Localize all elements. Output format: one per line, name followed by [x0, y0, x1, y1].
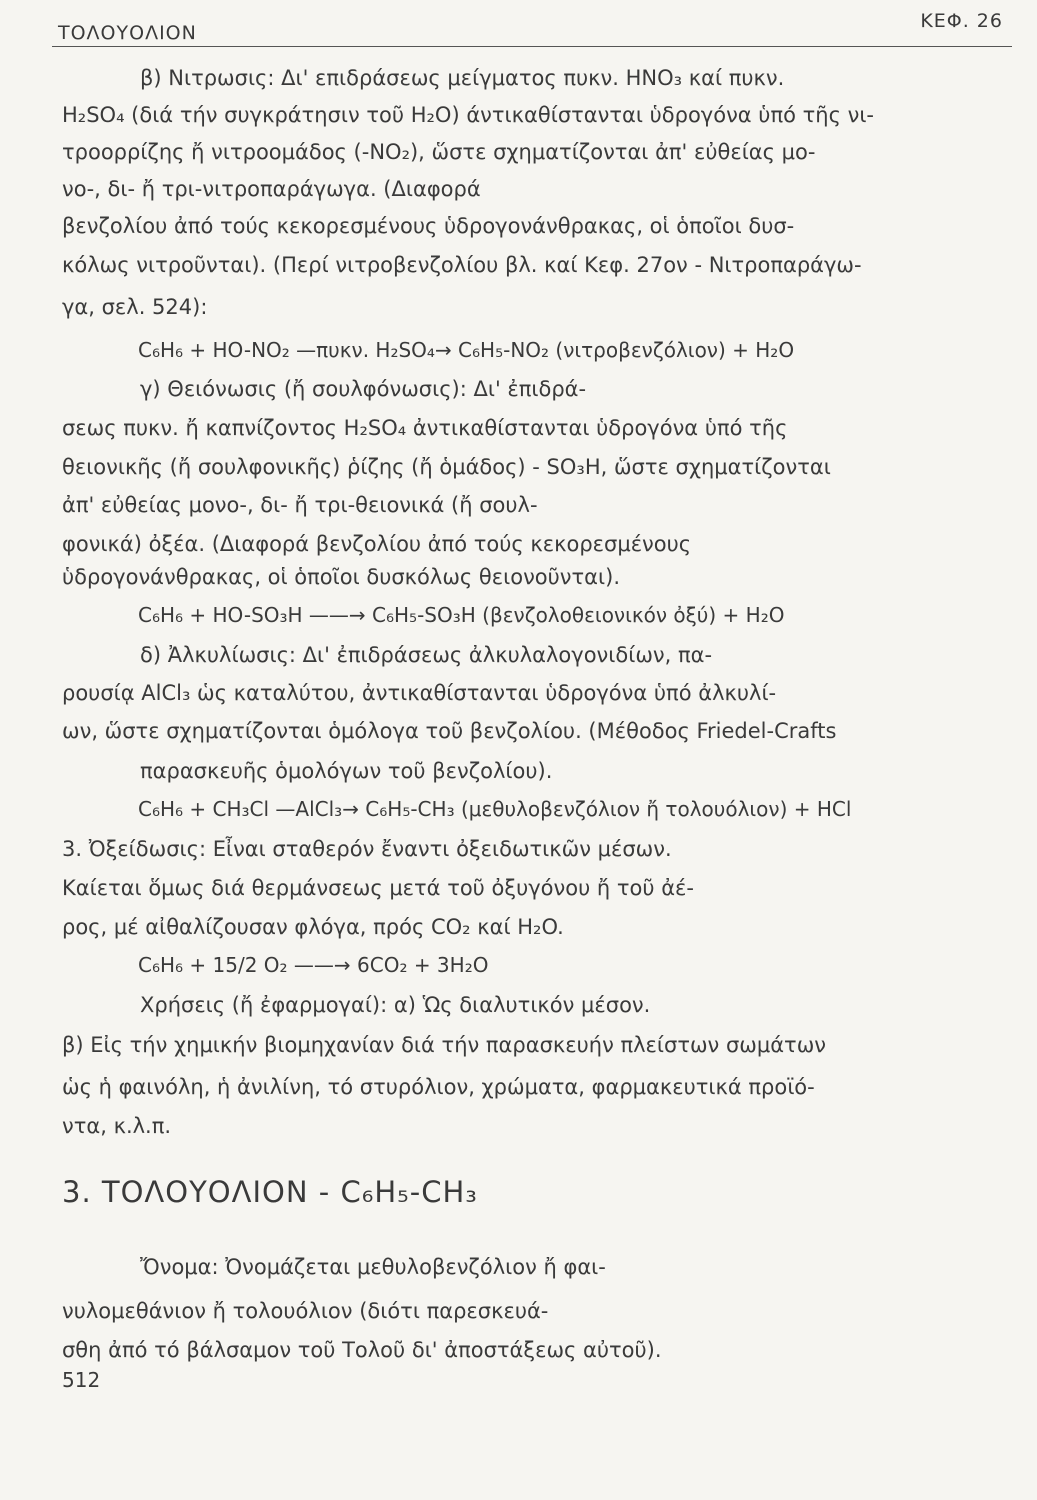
text-line: ὑδρογονάνθρακας, οἱ ὁποῖοι δυσκόλως θειονοῦνται).	[62, 565, 620, 589]
text-line: νυλομεθάνιον ἤ τολουόλιον (διότι παρεσκευά-	[62, 1299, 549, 1323]
text-line: β) Εἰς τήν χημικήν βιομηχανίαν διά τήν παρασκευήν πλείστων σωμάτων	[62, 1033, 827, 1057]
text-line: 3. Ὀξείδωσις: Εἶναι σταθερόν ἔναντι ὀξειδωτικῶν μέσων.	[62, 837, 672, 861]
page-number: 512	[62, 1368, 101, 1392]
text-line: δ) Ἀλκυλίωσις: Δι' ἐπιδράσεως ἀλκυλαλογονιδίων, πα-	[140, 643, 713, 667]
text-line: φονικά) ὀξέα. (Διαφορά βενζολίου ἀπό τούς κεκορεσμένους	[62, 532, 692, 556]
text-line: ων, ὥστε σχηματίζονται ὁμόλογα τοῦ βενζολίου. (Μέθοδος Friedel-Crafts	[62, 719, 837, 743]
text-line: Καίεται ὅμως διά θερμάνσεως μετά τοῦ ὀξυγόνου ἤ τοῦ ἀέ-	[62, 876, 694, 900]
equation: C₆H₆ + HO-NO₂ —πυκν. H₂SO₄→ C₆H₅-NO₂ (νιτροβενζόλιον) + H₂O	[138, 338, 795, 362]
section-heading: 3. ΤΟΛΟΥΟΛΙΟΝ - C₆H₅-CH₃	[62, 1175, 478, 1209]
text-line: σεως πυκν. ἤ καπνίζοντος H₂SO₄ ἀντικαθίστανται ὑδρογόνα ὑπό τῆς	[62, 416, 788, 440]
text-line: τροορρίζης ἤ νιτροομάδος (-NO₂), ὥστε σχηματίζονται ἀπ' εὐθείας μο-	[62, 140, 816, 164]
text-line: νο-, δι- ἤ τρι-νιτροπαράγωγα. (Διαφορά	[62, 177, 481, 201]
chapter-label: ΚΕΦ. 26	[920, 10, 1003, 32]
text-line: H₂SO₄ (διά τήν συγκράτησιν τοῦ H₂O) άντικαθίστανται ὑδρογόνα ὑπό τῆς νι-	[62, 103, 874, 127]
text-line: ρουσίᾳ AlCl₃ ὡς καταλύτου, ἀντικαθίστανται ὑδρογόνα ὑπό ἀλκυλί-	[62, 681, 777, 705]
text-line: σθη ἀπό τό βάλσαμον τοῦ Τολοῦ δι' ἀποστάξεως αὐτοῦ).	[62, 1338, 662, 1362]
text-line: γα, σελ. 524):	[62, 295, 208, 319]
text-line: ρος, μέ αἰθαλίζουσαν φλόγα, πρός CO₂ καί H₂O.	[62, 915, 564, 939]
text-line: ντα, κ.λ.π.	[62, 1114, 172, 1138]
running-header-title: ΤΟΛΟΥΟΛΙΟΝ	[58, 22, 197, 44]
text-line: ὡς ἡ φαινόλη, ἡ ἀνιλίνη, τό στυρόλιον, χρώματα, φαρμακευτικά προϊό-	[62, 1075, 815, 1099]
text-line: ἀπ' εὐθείας μονο-, δι- ἤ τρι-θειονικά (ἤ σουλ-	[62, 493, 538, 517]
text-line: κόλως νιτροῦνται). (Περί νιτροβενζολίου βλ. καί Κεφ. 27ον - Νιτροπαράγω-	[62, 253, 862, 277]
text-line: θειονικῆς (ἤ σουλφονικῆς) ῥίζης (ἤ ὁμάδος) - SO₃H, ὥστε σχηματίζονται	[62, 455, 831, 479]
header-rule	[52, 46, 1012, 47]
equation: C₆H₆ + HO-SO₃H ——→ C₆H₅-SO₃H (βενζολοθειονικόν ὀξύ) + H₂O	[138, 603, 785, 627]
text-line: Χρήσεις (ἤ ἐφαρμογαί): α) Ὡς διαλυτικόν μέσον.	[140, 993, 651, 1017]
text-line: παρασκευῆς ὁμολόγων τοῦ βενζολίου).	[140, 759, 553, 783]
text-line: βενζολίου ἀπό τούς κεκορεσμένους ὑδρογονάνθρακας, οἱ ὁποῖοι δυσ-	[62, 214, 795, 238]
text-line: Ὄνομα: Ὀνομάζεται μεθυλοβενζόλιον ἤ φαι-	[140, 1255, 606, 1279]
equation: C₆H₆ + CH₃Cl —AlCl₃→ C₆H₅-CH₃ (μεθυλοβενζόλιον ἤ τολουόλιον) + HCl	[138, 797, 852, 821]
text-line: γ) Θειόνωσις (ἤ σουλφόνωσις): Δι' ἐπιδρά-	[140, 377, 587, 401]
equation: C₆H₆ + 15/2 O₂ ——→ 6CO₂ + 3H₂O	[138, 953, 489, 977]
text-line: β) Νιτρωσις: Δι' επιδράσεως μείγματος πυκν. HNO₃ καί πυκν.	[140, 66, 785, 90]
